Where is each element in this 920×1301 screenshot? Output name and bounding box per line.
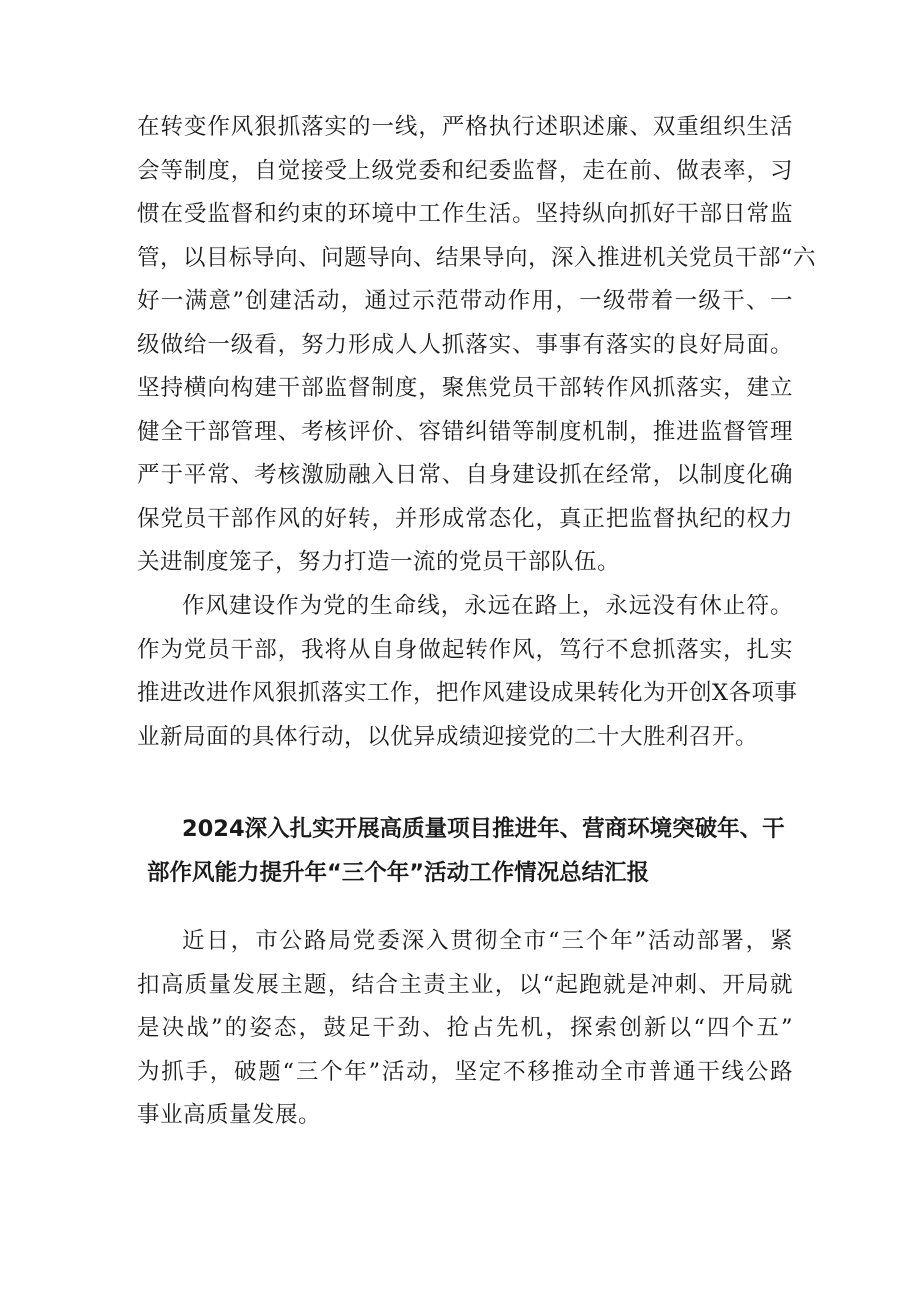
text-line: 管，以目标导向、问题导向、结果导向，深入推进机关党员干部“六	[137, 244, 817, 271]
text-line: 会等制度，自觉接受上级党委和纪委监督，走在前、做表率，习	[137, 157, 793, 184]
text-line: 好一满意”创建活动，通过示范带动作用，一级带着一级干、一	[137, 288, 793, 314]
text-line: 作为党员干部，我将从自身做起转作风，笃行不怠抓落实，扎实	[137, 636, 793, 663]
paragraph-1	[137, 106, 817, 585]
text-line: 关进制度笼子，努力打造一流的党员干部队伍。	[137, 549, 621, 575]
text-line: 保党员干部作风的好转，并形成常态化，真正把监督执纪的权力	[137, 505, 793, 532]
text-line: 严于平常、考核激励融入日常、自身建设抓在经常，以制度化确	[137, 462, 793, 488]
paragraph-2	[137, 585, 798, 759]
text-line: 坚持横向构建干部监督制度，聚焦党员干部转作风抓落实，建立	[137, 375, 793, 401]
text-line: 为抓手，破题“三个年”活动，坚定不移推动全市普通干线公路	[137, 1058, 793, 1085]
heading-line: 2024深入扎实开展高质量项目推进年、营商环境突破年、干	[182, 816, 785, 842]
text-line: 推进改进作风狠抓落实工作，把作风建设成果转化为开创X各项事	[137, 680, 798, 706]
text-line: 是决战”的姿态，鼓足干劲、抢占先机，探索创新以“四个五”	[137, 1015, 793, 1041]
text-line: 作风建设作为党的生命线，永远在路上，永远没有休止符。	[182, 593, 793, 619]
text-line: 近日，市公路局党委深入贯彻全市“三个年”活动部署，紧	[182, 928, 793, 954]
text-line: 健全干部管理、考核评价、容错纠错等制度机制，推进监督管理	[137, 418, 793, 445]
text-line: 在转变作风狠抓落实的一线，严格执行述职述廉、双重组织生活	[137, 114, 793, 140]
section-heading	[137, 808, 793, 895]
heading-line: 部作风能力提升年“三个年”活动工作情况总结汇报	[147, 859, 650, 886]
text-line: 惯在受监督和约束的环境中工作生活。坚持纵向抓好干部日常监	[137, 201, 793, 227]
text-line: 事业高质量发展。	[137, 1102, 322, 1128]
paragraph-3	[137, 920, 793, 1138]
text-line: 业新局面的具体行动，以优异成绩迎接党的二十大胜利召开。	[137, 723, 759, 750]
text-line: 级做给一级看，努力形成人人抓落实、事事有落实的良好局面。	[137, 331, 793, 358]
text-line: 扣高质量发展主题，结合主责主业，以“起跑就是冲刺、开局就	[137, 971, 793, 998]
